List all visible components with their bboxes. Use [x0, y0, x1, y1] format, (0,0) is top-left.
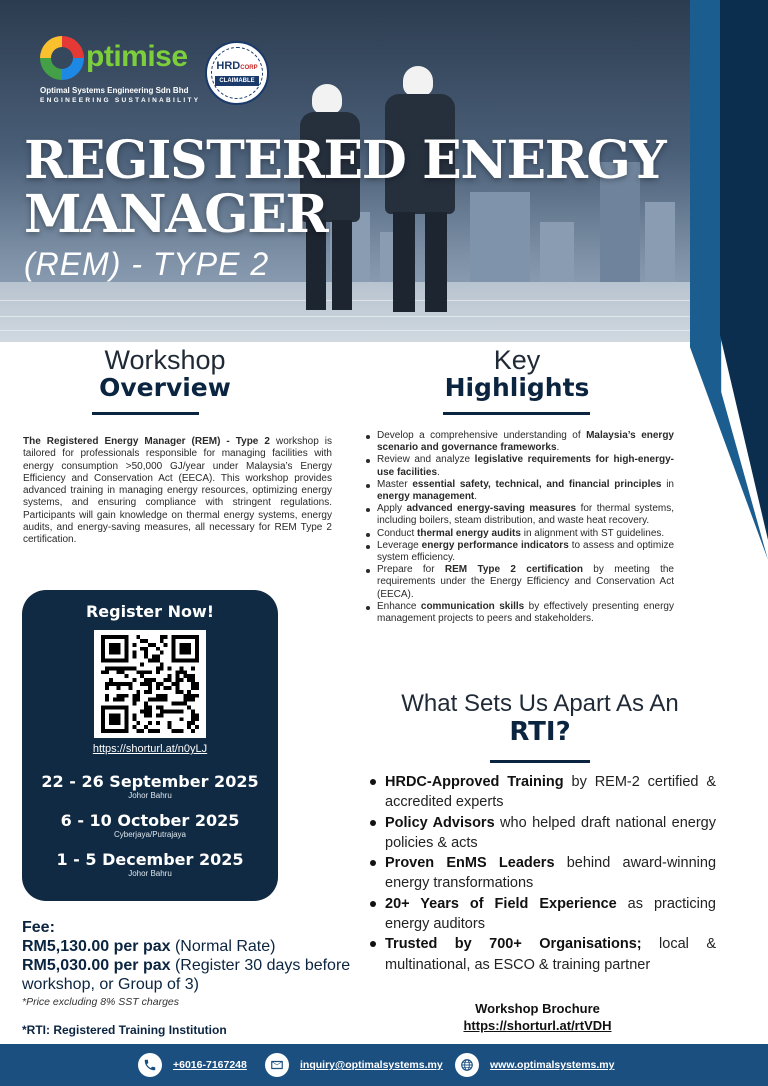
fee-label: Fee: — [22, 919, 55, 936]
website-url[interactable]: www.optimalsystems.my — [490, 1059, 615, 1071]
list-item: 20+ Years of Field Experience as practicing energy auditors — [368, 894, 716, 935]
heading-divider — [443, 412, 590, 415]
brochure-title: Workshop Brochure — [475, 1001, 600, 1016]
session-location: Johor Bahru — [128, 791, 172, 800]
list-item: Proven EnMS Leaders behind award-winning energy transformations — [368, 853, 716, 894]
logo-wordmark: ptimise — [86, 40, 188, 73]
list-item: Leverage energy performance indicators to assess and optimize system efficiency. — [363, 540, 674, 564]
highlights-list — [363, 430, 674, 625]
session-location: Johor Bahru — [128, 869, 172, 878]
session-dates: 22 - 26 September 2025 — [41, 772, 259, 791]
list-item: Prepare for REM Type 2 certification by meeting the requirements under the Energy Efficiency and Conservation Act (EECA). — [363, 564, 674, 601]
rooftop — [0, 282, 768, 342]
session-dates: 6 - 10 October 2025 — [60, 811, 240, 830]
brochure-link[interactable]: https://shorturl.at/rtVDH — [463, 1018, 612, 1033]
logo-emblem-icon — [40, 36, 84, 80]
session-item — [22, 812, 278, 840]
phone-number[interactable]: +6016-7167248 — [173, 1059, 247, 1071]
list-item: HRDC-Approved Training by REM-2 certified & accredited experts — [368, 772, 716, 813]
hrd-corp-claimable-badge: HRDCORP CLAIMABLE — [205, 41, 269, 105]
overview-heading-light: Workshop — [104, 345, 226, 375]
registration-link[interactable]: https://shorturl.at/n0yLJ — [92, 743, 208, 755]
phone-icon — [138, 1053, 162, 1077]
page-subtitle: (REM) - TYPE 2 — [24, 246, 270, 282]
fee-normal-rate: RM5,130.00 per pax (Normal Rate) — [22, 938, 276, 955]
session-item — [22, 851, 278, 879]
company-tagline: ENGINEERING SUSTAINABILITY — [40, 97, 201, 104]
qr-code-icon — [99, 635, 201, 733]
overview-heading: Overview — [99, 373, 231, 402]
list-item: Review and analyze legislative requirements for high-energy-use facilities. — [363, 454, 674, 478]
list-item: Policy Advisors who helped draft national energy policies & acts — [368, 813, 716, 854]
envelope-icon — [265, 1053, 289, 1077]
globe-icon — [455, 1053, 479, 1077]
company-name: Optimal Systems Engineering Sdn Bhd — [40, 86, 189, 95]
overview-paragraph: The Registered Energy Manager (REM) - Type 2 workshop is tailored for professionals responsible for managing facilities with energy consumption >50,000 GJ/year under Malaysia’s Energy Efficiency and Conservation Act (EECA). This workshop provides advanced training in managing energy resources, optimizing energy systems, and ensuring compliance with stringent regulations. Participants will gain knowledge on thermal energy systems, energy audits, and energy-saving measures, all necessary for REM Type 2 certification. — [23, 436, 332, 546]
contact-footer — [0, 1044, 768, 1086]
rti-list — [368, 772, 716, 975]
list-item: Enhance communication skills by effectively presenting energy management projects to peers and stakeholders. — [363, 601, 674, 625]
email-contact[interactable] — [265, 1053, 443, 1077]
page-title: REGISTERED ENERGY MANAGER — [24, 130, 666, 245]
email-address[interactable]: inquiry@optimalsystems.my — [300, 1059, 443, 1071]
list-item: Conduct thermal energy audits in alignment with ST guidelines. — [363, 528, 674, 540]
register-title: Register Now! — [85, 602, 215, 621]
optimise-logo — [40, 34, 200, 104]
session-dates: 1 - 5 December 2025 — [56, 850, 244, 869]
rti-heading-light: What Sets Us Apart As An — [401, 690, 679, 717]
registration-qr-code[interactable] — [94, 630, 206, 738]
fee-tax-note: *Price excluding 8% SST charges — [22, 996, 179, 1008]
rti-footnote: *RTI: Registered Training Institution — [22, 1023, 227, 1037]
highlights-heading-light: Key — [493, 345, 541, 375]
highlights-heading: Highlights — [444, 373, 590, 402]
register-card — [22, 590, 278, 901]
rti-heading: RTI? — [509, 717, 571, 747]
fee-early-rate: RM5,030.00 per pax (Register 30 days before workshop, or Group of 3) — [22, 957, 351, 993]
list-item: Apply advanced energy-saving measures for thermal systems, including boilers, steam distribution, and waste heat recovery. — [363, 503, 674, 527]
decorative-stripe — [720, 0, 768, 540]
heading-divider — [490, 760, 590, 763]
fee-section — [22, 918, 352, 1008]
list-item: Master essential safety, technical, and financial principles in energy management. — [363, 479, 674, 503]
phone-contact[interactable] — [138, 1053, 247, 1077]
heading-divider — [92, 412, 199, 415]
session-location: Cyberjaya/Putrajaya — [113, 830, 187, 839]
list-item: Develop a comprehensive understanding of Malaysia’s energy scenario and governance frameworks. — [363, 430, 674, 454]
hero-banner — [0, 0, 768, 342]
session-item — [22, 773, 278, 801]
website-contact[interactable] — [455, 1053, 615, 1077]
brochure-block — [425, 1001, 650, 1034]
list-item: Trusted by 700+ Organisations; local & multinational, as ESCO & training partner — [368, 934, 716, 975]
